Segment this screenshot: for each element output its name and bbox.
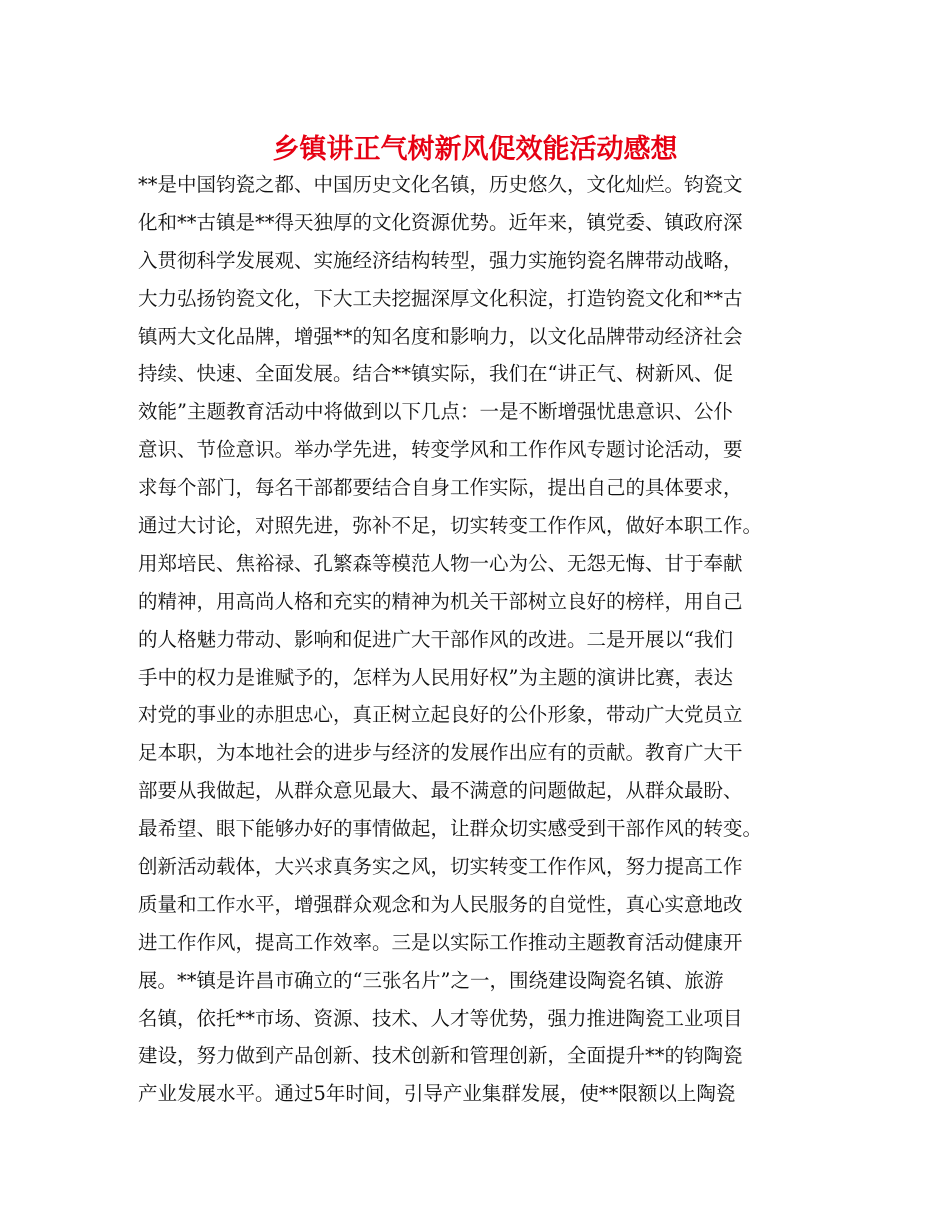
body-line: 通过大讨论，对照先进，弥补不足，切实转变工作作风，做好本职工作。: [138, 514, 763, 538]
body-line: 产业发展水平。通过5年时间，引导产业集群发展，使**限额以上陶瓷: [138, 1082, 736, 1106]
body-line: 求每个部门，每名干部都要结合自身工作实际，提出自己的具体要求，: [138, 476, 743, 500]
body-line: 建设，努力做到产品创新、技术创新和管理创新，全面提升**的钧陶瓷: [138, 1044, 743, 1068]
body-line: 大力弘扬钧瓷文化，下大工夫挖掘深厚文化积淀，打造钧瓷文化和**古: [138, 286, 743, 310]
body-line: 用郑培民、焦裕禄、孔繁森等模范人物一心为公、无怨无悔、甘于奉献: [138, 551, 743, 575]
body-line: 手中的权力是谁赋予的，怎样为人民用好权”为主题的演讲比赛，表达: [138, 665, 733, 689]
body-line: 的精神，用高尚人格和充实的精神为机关干部树立良好的榜样，用自己: [138, 589, 743, 613]
body-line: 质量和工作水平，增强群众观念和为人民服务的自觉性，真心实意地改: [138, 892, 743, 916]
body-line: 镇两大文化品牌，增强**的知名度和影响力，以文化品牌带动经济社会: [138, 324, 743, 348]
body-line: 足本职，为本地社会的进步与经济的发展作出应有的贡献。教育广大干: [138, 741, 743, 765]
body-line: 效能”主题教育活动中将做到以下几点：一是不断增强忧患意识、公仆: [138, 400, 733, 424]
body-line: 名镇，依托**市场、资源、技术、人才等优势，强力推进陶瓷工业项目: [138, 1006, 743, 1030]
body-line: 部要从我做起，从群众意见最大、最不满意的问题做起，从群众最盼、: [138, 779, 743, 803]
body-line: 入贯彻科学发展观、实施经济结构转型，强力实施钧瓷名牌带动战略，: [138, 248, 743, 272]
body-line: 创新活动载体，大兴求真务实之风，切实转变工作作风，努力提高工作: [138, 855, 743, 879]
body-line: 展。**镇是许昌市确立的“三张名片”之一，围绕建设陶瓷名镇、旅游: [138, 968, 724, 992]
body-line: 意识、节俭意识。举办学先进，转变学风和工作作风专题讨论活动，要: [138, 438, 743, 462]
body-line: 化和**古镇是**得天独厚的文化资源优势。近年来，镇党委、镇政府深: [138, 210, 743, 234]
body-line: 进工作作风，提高工作效率。三是以实际工作推动主题教育活动健康开: [138, 930, 743, 954]
body-line: 对党的事业的赤胆忠心，真正树立起良好的公仆形象，带动广大党员立: [138, 703, 743, 727]
body-line: 最希望、眼下能够办好的事情做起，让群众切实感受到干部作风的转变。: [138, 817, 763, 841]
body-line: 的人格魅力带动、影响和促进广大干部作风的改进。二是开展以“我们: [138, 627, 733, 651]
body-line: 持续、快速、全面发展。结合**镇实际，我们在“讲正气、树新风、促: [138, 362, 733, 386]
document-body: [138, 166, 828, 1113]
body-line: **是中国钧瓷之都、中国历史文化名镇，历史悠久，文化灿烂。钧瓷文: [138, 173, 743, 196]
document-title: 乡镇讲正气树新风促效能活动感想: [272, 134, 678, 165]
